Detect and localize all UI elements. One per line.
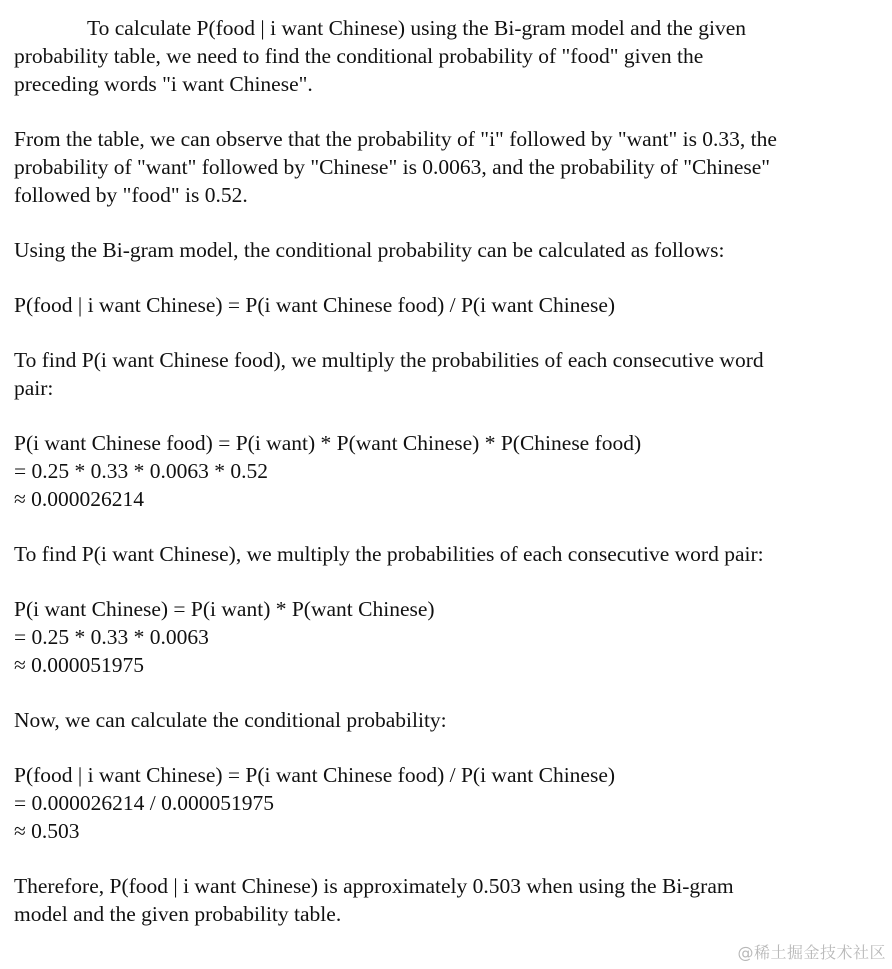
method-paragraph (14, 236, 880, 264)
text-line: Therefore, P(food | i want Chinese) is approximately 0.503 when using the Bi-gram (14, 874, 734, 898)
formula-line: P(food | i want Chinese) = P(i want Chinese food) / P(i want Chinese) (14, 763, 616, 787)
text-line: pair: (14, 376, 54, 400)
formula-line: ≈ 0.503 (14, 819, 80, 843)
text-line: probability of "want" followed by "Chinese" is 0.0063, and the probability of "Chinese" (14, 155, 771, 179)
prefix-intro-paragraph (14, 540, 880, 568)
text-line: probability table, we need to find the conditional probability of "food" given the (14, 44, 704, 68)
formula-line: P(i want Chinese food) = P(i want) * P(want Chinese) * P(Chinese food) (14, 431, 642, 455)
conclusion-paragraph (14, 872, 880, 928)
formula-line: ≈ 0.000026214 (14, 487, 145, 511)
text-line: model and the given probability table. (14, 902, 342, 926)
final-intro-paragraph (14, 706, 880, 734)
text-line: Now, we can calculate the conditional probability: (14, 708, 447, 732)
formula-line: = 0.000026214 / 0.000051975 (14, 791, 274, 815)
formula-line: P(i want Chinese) = P(i want) * P(want Chinese) (14, 597, 435, 621)
joint-calculation (14, 429, 880, 513)
text-line: followed by "food" is 0.52. (14, 183, 248, 207)
formula-line: ≈ 0.000051975 (14, 653, 145, 677)
text-line: To calculate P(food | i want Chinese) using the Bi-gram model and the given (87, 16, 746, 40)
text-line: To find P(i want Chinese), we multiply the probabilities of each consecutive word pair: (14, 542, 764, 566)
text-line: To find P(i want Chinese food), we multiply the probabilities of each consecutive word (14, 348, 764, 372)
formula-line: = 0.25 * 0.33 * 0.0063 (14, 625, 209, 649)
watermark: @稀土掘金技术社区 (737, 943, 886, 962)
prefix-calculation (14, 595, 880, 679)
conditional-formula (14, 291, 880, 319)
text-line: Using the Bi-gram model, the conditional probability can be calculated as follows: (14, 238, 725, 262)
intro-paragraph (14, 14, 880, 98)
final-calculation (14, 761, 880, 845)
joint-intro-paragraph (14, 346, 880, 402)
text-line: preceding words "i want Chinese". (14, 72, 313, 96)
text-line: From the table, we can observe that the probability of "i" followed by "want" is 0.33, the (14, 127, 777, 151)
document-body (14, 14, 880, 955)
formula-line: = 0.25 * 0.33 * 0.0063 * 0.52 (14, 459, 269, 483)
table-observation-paragraph (14, 125, 880, 209)
formula-line: P(food | i want Chinese) = P(i want Chinese food) / P(i want Chinese) (14, 293, 616, 317)
